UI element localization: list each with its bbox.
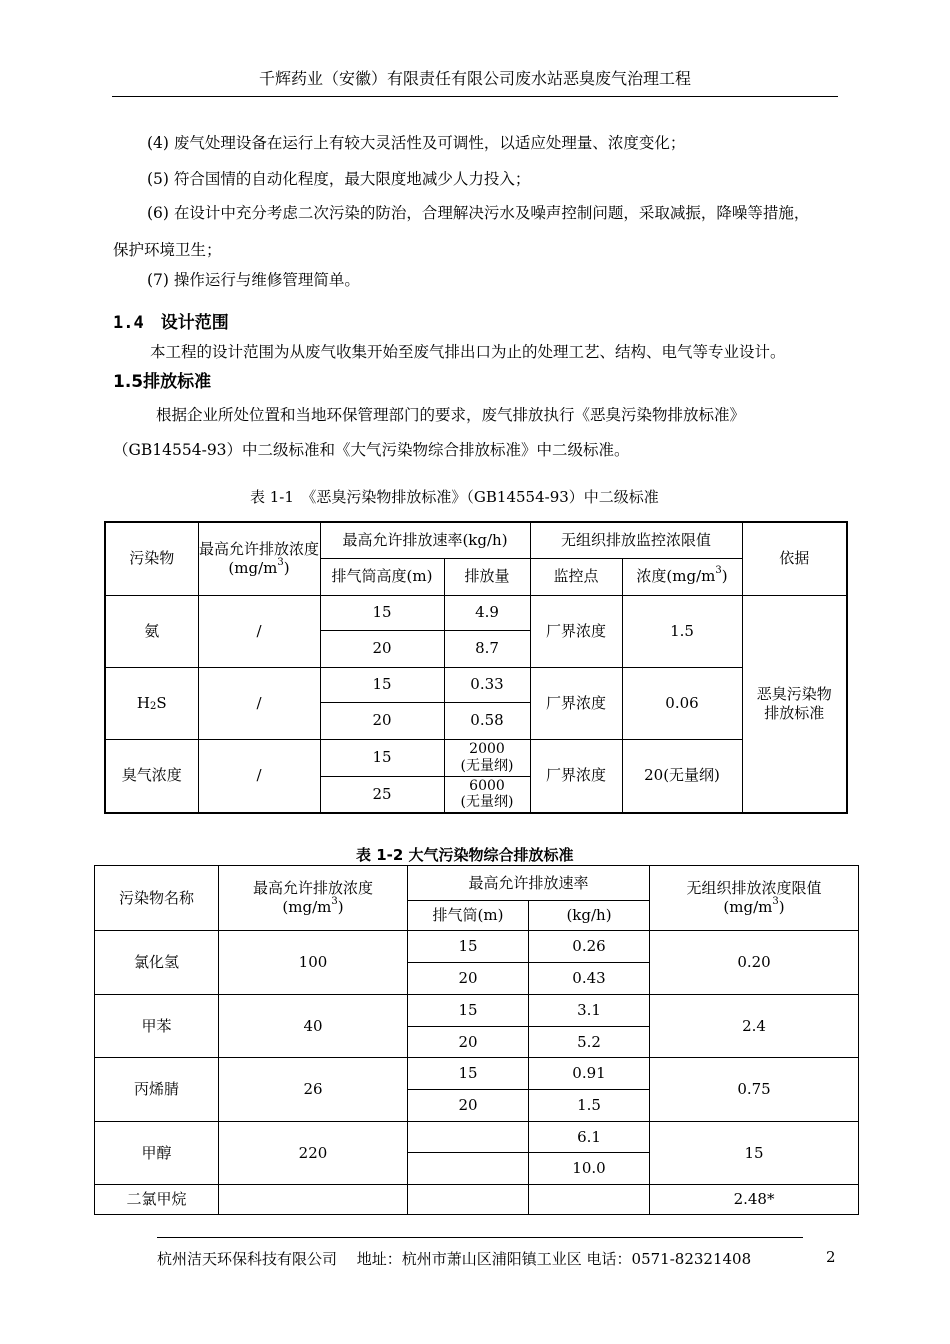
table-cell: 15 (650, 1122, 859, 1185)
table-cell: 26 (219, 1058, 408, 1122)
table-cell: 甲醇 (95, 1122, 219, 1185)
table-cell: 0.20 (650, 931, 859, 995)
table-cell: 臭气浓度 (105, 739, 198, 813)
table-cell: 10.0 (529, 1153, 650, 1185)
table-cell: 15 (320, 667, 444, 702)
table-cell: 0.06 (622, 667, 742, 739)
table-cell: 220 (219, 1122, 408, 1185)
table-cell: 氯化氢 (95, 931, 219, 995)
header-max-rate: 最高允许排放速率 (408, 866, 650, 901)
table-cell: 2000 (无量纲) (444, 739, 530, 776)
header-fugitive-limit: 无组织排放监控浓限值 (530, 522, 742, 558)
table-cell: 丙烯腈 (95, 1058, 219, 1122)
header-concentration: 浓度$(mg/m^3)$ (622, 558, 742, 595)
table-cell: 1.5 (622, 595, 742, 667)
section-heading-1-4: 1.4 设计范围 (113, 313, 229, 333)
table-cell: 20(无量纲) (622, 739, 742, 813)
table-cell: 20 (320, 630, 444, 667)
table-cell: 40 (219, 995, 408, 1058)
header-max-rate: 最高允许排放速率(kg/h) (320, 522, 530, 558)
section-heading-1-5: 1.5排放标准 (113, 372, 212, 392)
list-item-6: (6) 在设计中充分考虑二次污染的防治，合理解决污水及噪声控制问题，采取减振，降噪等措施， (147, 204, 810, 222)
table-cell: 8.7 (444, 630, 530, 667)
header-emission: 排放量 (444, 558, 530, 595)
header-pollutant: 污染物 (105, 522, 198, 595)
header-basis: 依据 (742, 522, 847, 595)
table-cell: 15 (320, 739, 444, 776)
table-cell: 6.1 (529, 1122, 650, 1153)
footer-divider (157, 1237, 803, 1238)
header-max-concentration: 最高允许排放浓度$(mg/m^3)$ (198, 522, 320, 595)
air-pollutant-standard-table (94, 865, 859, 1215)
header-stack-height: 排气筒高度(m) (320, 558, 444, 595)
header-max-concentration: 最高允许排放浓度 $(mg/m^3)$ (219, 866, 408, 931)
footer-company-info: 杭州洁天环保科技有限公司 地址：杭州市萧山区浦阳镇工业区 电话：0571-82321408 (157, 1250, 752, 1268)
list-item-7: (7) 操作运行与维修管理简单。 (147, 271, 360, 289)
header-fugitive-limit: 无组织排放浓度限值 $(mg/m^3)$ (650, 866, 859, 931)
table-cell: 厂界浓度 (530, 667, 622, 739)
table2-caption: 表 1-2 大气污染物综合排放标准 (356, 846, 574, 864)
table-cell: 25 (320, 776, 444, 813)
page-number: 2 (826, 1248, 836, 1266)
table-cell: 15 (320, 595, 444, 630)
table-cell: 0.43 (529, 963, 650, 995)
table-cell (219, 1185, 408, 1215)
table-cell: 二氯甲烷 (95, 1185, 219, 1215)
table-cell: 20 (408, 1027, 529, 1058)
table-cell: 甲苯 (95, 995, 219, 1058)
header-rate-unit: (kg/h) (529, 901, 650, 931)
list-item-6-continued: 保护环境卫生； (113, 241, 222, 259)
table-cell: 3.1 (529, 995, 650, 1027)
section-1-5-text-line2: （GB14554-93）中二级标准和《大气污染物综合排放标准》中二级标准。 (113, 441, 630, 459)
table-cell: 5.2 (529, 1027, 650, 1058)
table-cell: 0.91 (529, 1058, 650, 1090)
table-cell: 20 (320, 702, 444, 739)
table-cell: 0.33 (444, 667, 530, 702)
table-cell: 2.4 (650, 995, 859, 1058)
page-header-title: 千辉药业（安徽）有限责任有限公司废水站恶臭废气治理工程 (258, 69, 691, 88)
list-item-4: (4) 废气处理设备在运行上有较大灵活性及可调性，以适应处理量、浓度变化； (147, 134, 686, 152)
table-cell: 0.75 (650, 1058, 859, 1122)
table-cell (529, 1185, 650, 1215)
table-cell: 厂界浓度 (530, 595, 622, 667)
section-1-5-text-line1: 根据企业所处位置和当地环保管理部门的要求，废气排放执行《恶臭污染物排放标准》 (156, 406, 746, 424)
header-stack: 排气筒(m) (408, 901, 529, 931)
table-cell: 0.58 (444, 702, 530, 739)
list-item-5: (5) 符合国情的自动化程度，最大限度地减少人力投入； (147, 170, 531, 188)
header-monitor-point: 监控点 (530, 558, 622, 595)
table-cell: / (198, 667, 320, 739)
header-divider (112, 96, 838, 97)
table-cell: 20 (408, 963, 529, 995)
section-1-4-text: 本工程的设计范围为从废气收集开始至废气排出口为止的处理工艺、结构、电气等专业设计。 (150, 343, 786, 361)
table-cell: 厂界浓度 (530, 739, 622, 813)
odor-standard-table (104, 521, 848, 814)
table-cell (408, 1122, 529, 1153)
table-cell: $H_2S$ (105, 667, 198, 739)
table-cell: / (198, 739, 320, 813)
table-cell: 1.5 (529, 1090, 650, 1122)
table1-caption: 表 1-1 《恶臭污染物排放标准》（GB14554-93）中二级标准 (250, 488, 659, 506)
basis-cell: 恶臭污染物 排放标准 (742, 595, 847, 813)
table-cell (408, 1185, 529, 1215)
header-pollutant-name: 污染物名称 (95, 866, 219, 931)
table-cell: 20 (408, 1090, 529, 1122)
table-cell: / (198, 595, 320, 667)
table-cell: 2.48* (650, 1185, 859, 1215)
table-cell: 15 (408, 995, 529, 1027)
table-cell: 15 (408, 1058, 529, 1090)
table-cell: 100 (219, 931, 408, 995)
table-cell (408, 1153, 529, 1185)
table-cell: 6000 (无量纲) (444, 776, 530, 813)
table-cell: 15 (408, 931, 529, 963)
table-cell: 4.9 (444, 595, 530, 630)
table-cell: 氨 (105, 595, 198, 667)
table-cell: 0.26 (529, 931, 650, 963)
